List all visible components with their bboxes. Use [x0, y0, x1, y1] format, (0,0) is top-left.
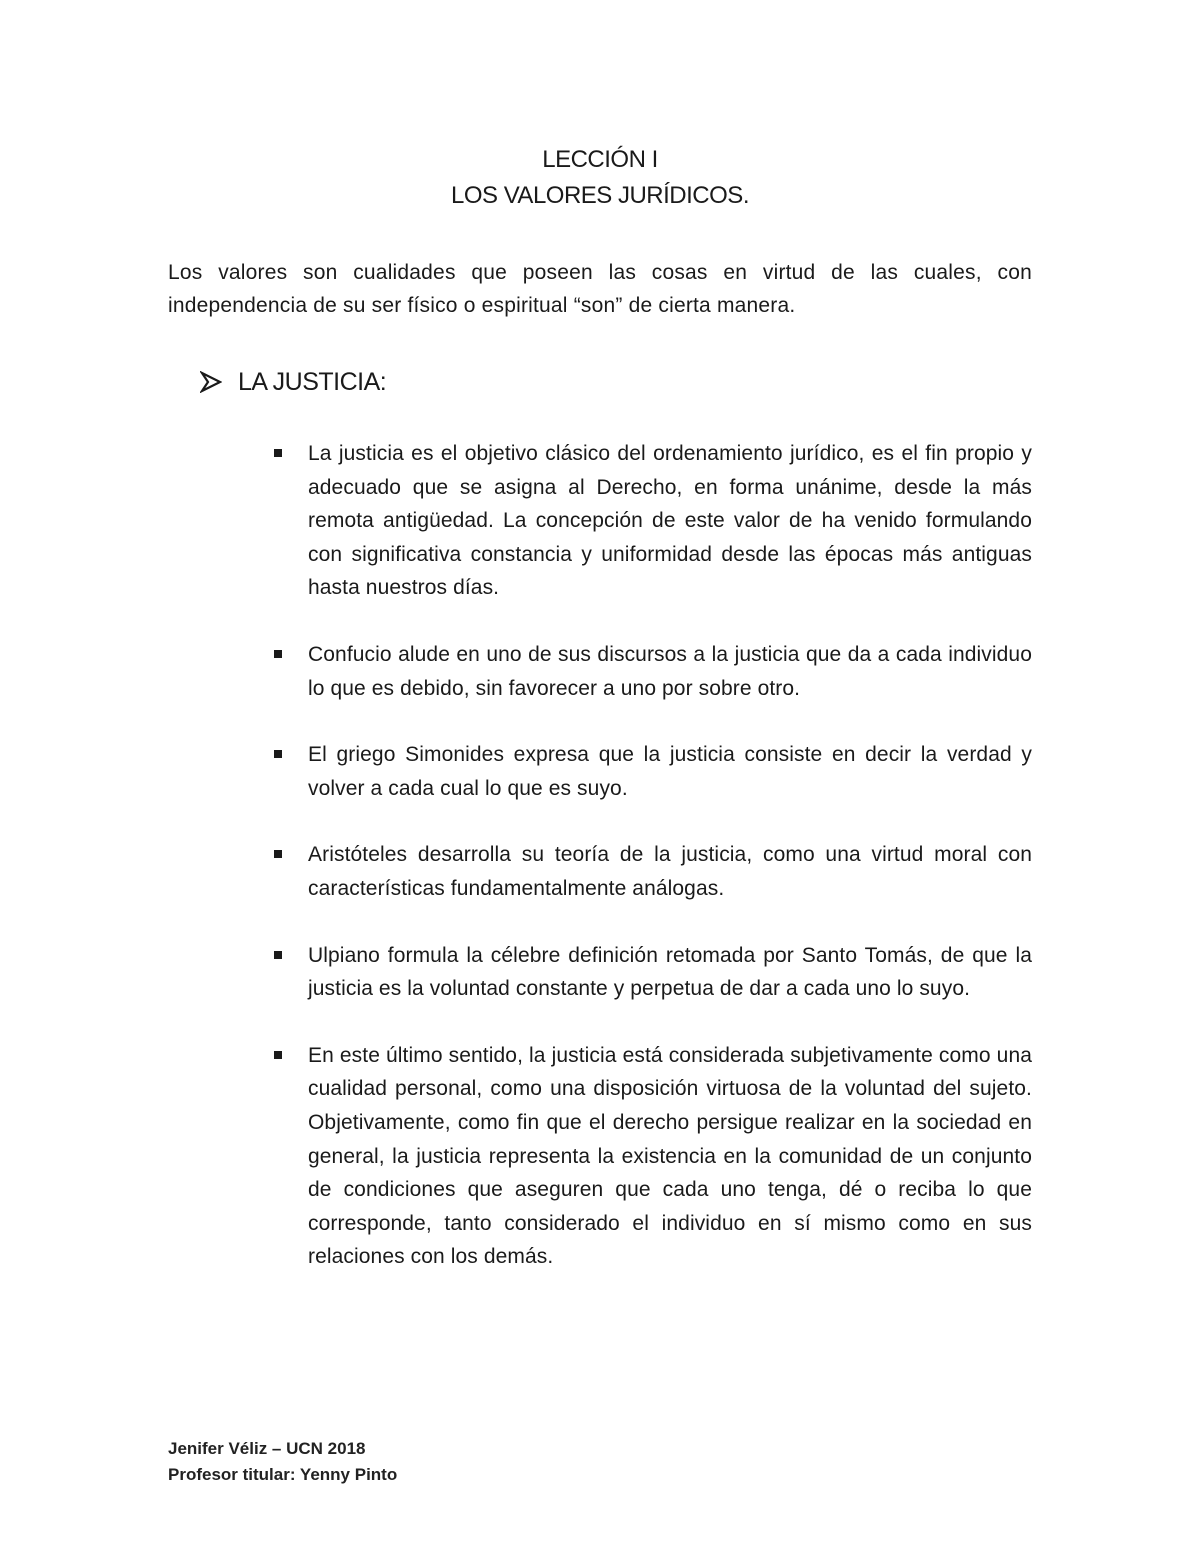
- list-item: [272, 939, 1032, 1006]
- list-item: [272, 1039, 1032, 1274]
- square-bullet-icon: [274, 951, 282, 959]
- page-footer: [168, 1436, 397, 1488]
- section-heading-text: LA JUSTICIA:: [238, 368, 387, 396]
- list-item: [272, 638, 1032, 705]
- square-bullet-icon: [274, 750, 282, 758]
- bullet-list: [272, 437, 1032, 1307]
- list-item-text: Confucio alude en uno de sus discursos a la justicia que da a cada individuo lo que es debido, sin favorecer a uno por sobre otro.: [308, 642, 1032, 700]
- list-item-text: El griego Simonides expresa que la justicia consiste en decir la verdad y volver a cada cual lo que es suyo.: [308, 743, 1032, 800]
- lesson-title: [0, 142, 1200, 214]
- list-item-text: Aristóteles desarrolla su teoría de la justicia, como una virtud moral con características fundamentalmente análogas.: [308, 843, 1032, 900]
- square-bullet-icon: [274, 449, 282, 457]
- list-item-text: Ulpiano formula la célebre definición retomada por Santo Tomás, de que la justicia es la voluntad constante y perpetua de dar a cada uno lo suyo.: [308, 943, 1032, 1001]
- lesson-heading: LOS VALORES JURÍDICOS.: [451, 182, 749, 209]
- section-heading: [200, 362, 386, 402]
- list-item: [272, 437, 1032, 605]
- square-bullet-icon: [274, 650, 282, 658]
- footer-professor: Profesor titular: Yenny Pinto: [168, 1465, 398, 1484]
- square-bullet-icon: [274, 850, 282, 858]
- lesson-number: LECCIÓN I: [542, 146, 658, 173]
- list-item: [272, 738, 1032, 805]
- square-bullet-icon: [274, 1051, 282, 1059]
- list-item: [272, 838, 1032, 905]
- list-item-text: La justicia es el objetivo clásico del ordenamiento jurídico, es el fin propio y adecuado que se asigna al Derecho, en forma unánime, desde la más remota antigüedad. La concepción de este valor de ha venido formulando con significativa constancia y uniformidad desde las épocas más antiguas hasta nuestros días.: [308, 442, 1032, 600]
- intro-paragraph: Los valores son cualidades que poseen las cosas en virtud de las cuales, con independencia de su ser físico o espiritual “son” de cierta manera.: [168, 261, 1032, 317]
- footer-author: Jenifer Véliz – UCN 2018: [168, 1439, 366, 1458]
- list-item-text: En este último sentido, la justicia está considerada subjetivamente como una cualidad personal, como una disposición virtuosa de la voluntad del sujeto. Objetivamente, como fin que el derecho persigue realizar en la sociedad en general, la justicia representa la existencia en la comunidad de un conjunto de condiciones que aseguren que cada uno tenga, dé o reciba lo que corresponde, tanto considerado el individuo en sí mismo como en sus relaciones con los demás.: [308, 1043, 1032, 1269]
- arrow-right-icon: [200, 371, 222, 393]
